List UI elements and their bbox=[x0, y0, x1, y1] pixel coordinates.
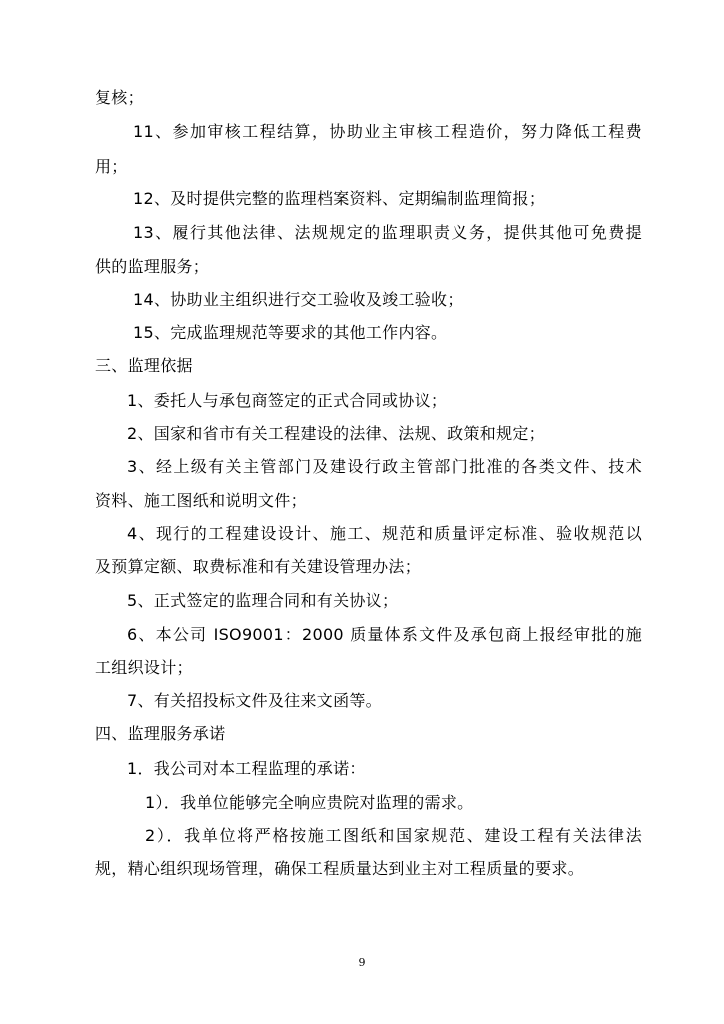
text-line-14: 4、现行的工程建设设计、施工、规范和质量评定标准、验收规范以 bbox=[127, 524, 642, 543]
text-line-6: 供的监理服务； bbox=[95, 257, 210, 276]
text-line-2: 11、参加审核工程结算，协助业主审核工程造价，努力降低工程费 bbox=[133, 122, 642, 141]
text-line-7: 14、协助业主组织进行交工验收及竣工验收； bbox=[133, 290, 464, 309]
text-line-8: 15、完成监理规范等要求的其他工作内容。 bbox=[133, 323, 448, 342]
text-line-11: 2、国家和省市有关工程建设的法律、法规、政策和规定； bbox=[127, 424, 545, 443]
section-heading-commitment: 四、监理服务承诺 bbox=[95, 724, 226, 743]
section-heading-basis: 三、监理依据 bbox=[95, 356, 193, 375]
text-line-5: 13、履行其他法律、法规规定的监理职责义务，提供其他可免费提 bbox=[133, 223, 642, 242]
text-line-13: 资料、施工图纸和说明文件； bbox=[95, 491, 307, 510]
text-line-1: 复核； bbox=[95, 88, 144, 107]
text-line-10: 1、委托人与承包商签定的正式合同或协议； bbox=[127, 391, 448, 410]
text-line-18: 工组织设计； bbox=[95, 658, 193, 677]
text-line-3: 用； bbox=[95, 157, 128, 176]
text-line-17: 6、本公司 ISO9001：2000 质量体系文件及承包商上报经审批的施 bbox=[127, 625, 642, 644]
text-line-24: 规，精心组织现场管理，确保工程质量达到业主对工程质量的要求。 bbox=[95, 859, 585, 878]
text-line-22: 1）．我单位能够完全响应贵院对监理的需求。 bbox=[145, 793, 474, 812]
text-line-4: 12、及时提供完整的监理档案资料、定期编制监理简报； bbox=[133, 189, 546, 208]
text-line-12: 3、经上级有关主管部门及建设行政主管部门批准的各类文件、技术 bbox=[127, 457, 642, 476]
text-line-15: 及预算定额、取费标准和有关建设管理办法； bbox=[95, 557, 422, 576]
text-line-21: 1．我公司对本工程监理的承诺： bbox=[127, 759, 366, 778]
page-number: 9 bbox=[358, 956, 366, 969]
text-line-19: 7、有关招投标文件及往来文函等。 bbox=[127, 691, 382, 710]
text-line-23: 2）．我单位将严格按施工图纸和国家规范、建设工程有关法律法 bbox=[145, 826, 642, 845]
text-line-16: 5、正式签定的监理合同和有关协议； bbox=[127, 591, 399, 610]
